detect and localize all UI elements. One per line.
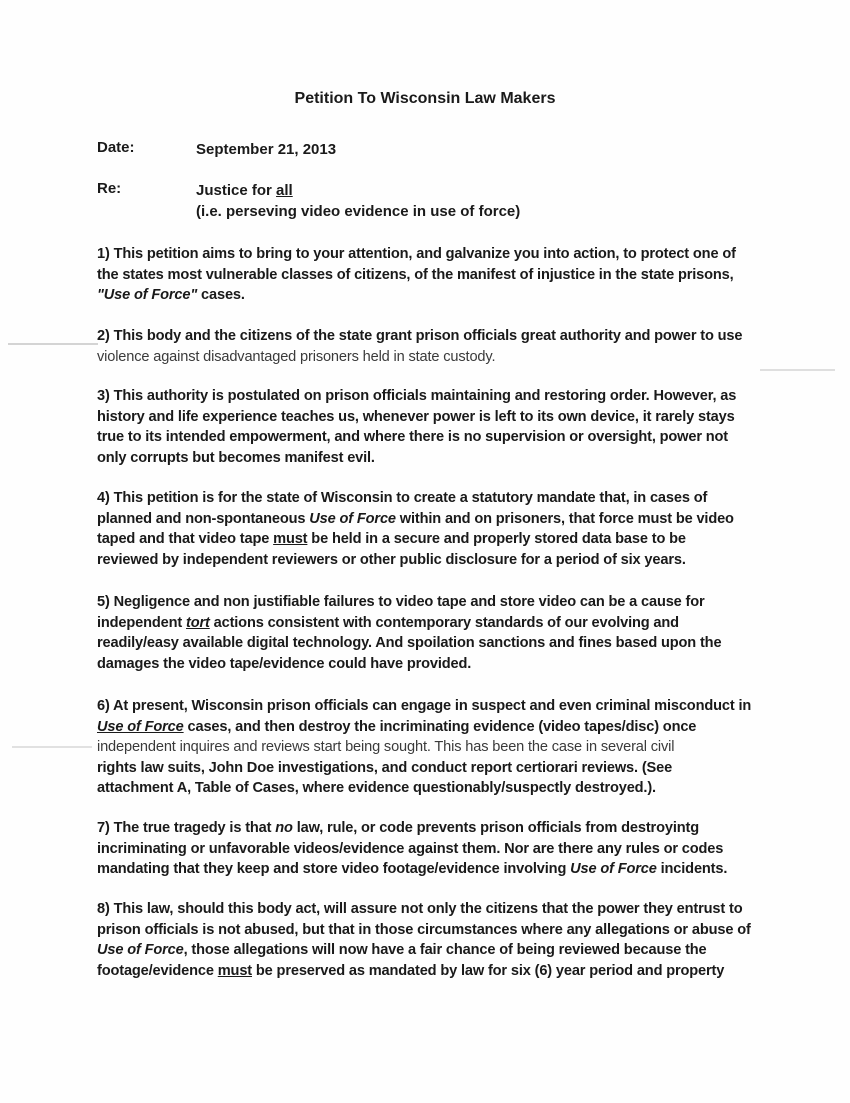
scan-smudge [760, 369, 835, 371]
paragraph-8: 8) This law, should this body act, will assure not only the citizens that the power they entrust to prison officials is not abused, but that in those circumstances where any allegations or abuse of Use of Force, those allegations will now have a fair chance of being reviewed because the footage/evidence must be preserved as mandated by law for six (6) year period and property [97, 901, 751, 979]
paragraph-5: 5) Negligence and non justifiable failures to video tape and store video can be a cause for independent tort actions consistent with contemporary standards of our evolving and readily/easy available digital technology. And spoilation sanctions and fines based upon the damages the video tape/evidence could have provided. [97, 594, 722, 672]
date-label: Date: [97, 139, 135, 156]
scan-smudge [12, 746, 92, 748]
paragraph-1: 1) This petition aims to bring to your attention, and galvanize you into action, to protect one of the states most vulnerable classes of citizens, of the manifest of injustice in the state prisons, "Use of Force" cases. [97, 246, 736, 303]
re-line-2: (i.e. perseving video evidence in use of force) [196, 203, 521, 220]
re-line-1: Justice for all [196, 182, 293, 199]
re-subject [196, 180, 520, 222]
scan-smudge [8, 343, 98, 345]
document-title: Petition To Wisconsin Law Makers [294, 90, 556, 107]
paragraph-6: 6) At present, Wisconsin prison officials can engage in suspect and even criminal misconduct in Use of Force cases, and then destroy the incriminating evidence (video tapes/disc) once independent inquires and reviews start being sought. This has been the case in several civil rights law suits, John Doe investigations, and conduct report certiorari reviews. (See attachment A, Table of Cases, where evidence questionably/suspectly destroyed.). [97, 698, 752, 796]
paragraph-3: 3) This authority is postulated on prison officials maintaining and restoring order. However, as history and life experience teaches us, whenever power is left to its own device, it rarely stays true to its intended empowerment, and where there is no supervision or oversight, power not only corrupts but becomes manifest evil. [97, 388, 737, 466]
paragraph-2: 2) This body and the citizens of the state grant prison officials great authority and power to use violence against disadvantaged prisoners held in state custody. [97, 328, 743, 365]
re-label: Re: [97, 180, 122, 197]
date-value: September 21, 2013 [196, 141, 337, 158]
paragraph-7: 7) The true tragedy is that no law, rule, or code prevents prison officials from destroyintg incriminating or unfavorable videos/evidence against them. Nor are there any rules or codes mandating that they keep and store video footage/evidence involving Use of Force incidents. [97, 820, 728, 877]
paragraph-4: 4) This petition is for the state of Wisconsin to create a statutory mandate that, in cases of planned and non-spontaneous Use of Force within and on prisoners, that force must be video taped and that video tape must be held in a secure and properly stored data base to be reviewed by independent reviewers or other public disclosure for a period of six years. [97, 490, 734, 568]
